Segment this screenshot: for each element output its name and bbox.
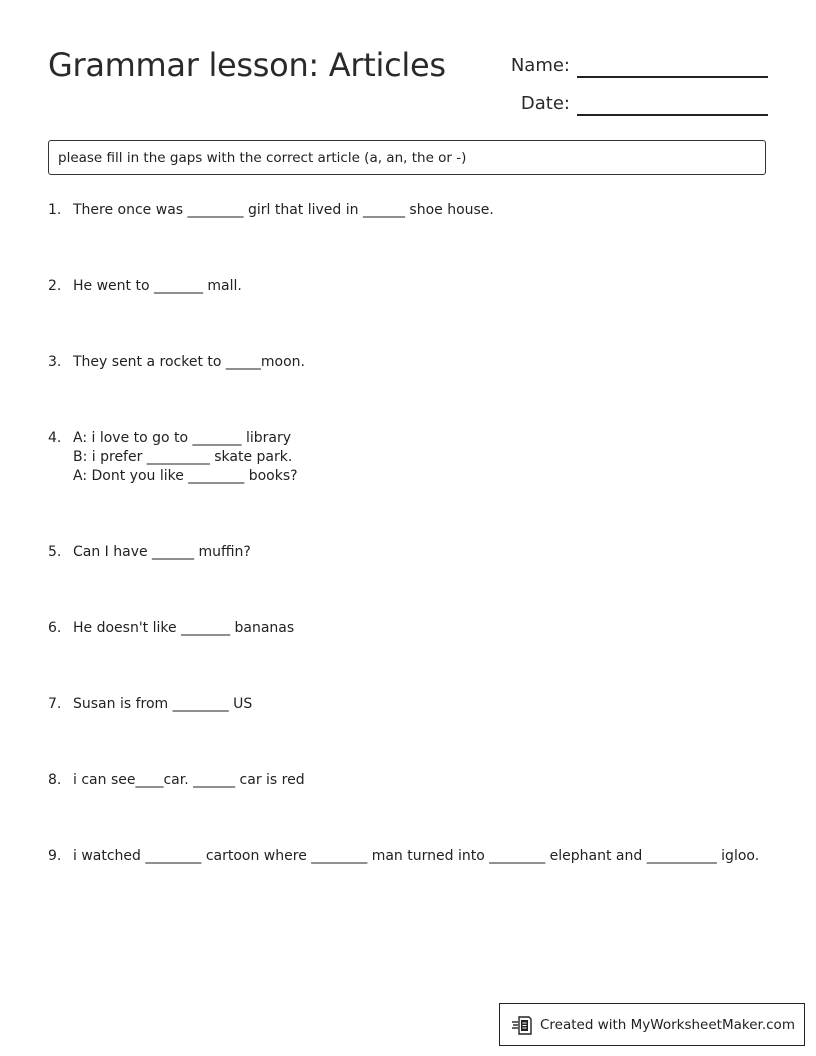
question-3: [48, 353, 305, 372]
question-number: 2.: [48, 278, 62, 294]
question-text: Susan is from ________ US: [73, 696, 253, 712]
date-label: Date:: [520, 93, 570, 114]
question-number: 9.: [48, 848, 62, 864]
question-9: [48, 847, 759, 866]
question-number: 1.: [48, 202, 62, 218]
name-field: [500, 50, 768, 78]
question-number: 5.: [48, 544, 62, 560]
instructions-box: please fill in the gaps with the correct article (a, an, the or -): [48, 140, 766, 175]
page-title: Grammar lesson: Articles: [48, 46, 446, 84]
question-1: [48, 201, 494, 220]
question-text: B: i prefer _________ skate park.: [73, 449, 293, 465]
question-text: They sent a rocket to _____moon.: [73, 354, 305, 370]
date-line[interactable]: [577, 114, 768, 116]
question-7: [48, 695, 252, 714]
question-text: He doesn't like _______ bananas: [73, 620, 295, 636]
question-text: i watched ________ cartoon where ________ man turned into ________ elephant and __________ igloo.: [73, 848, 760, 864]
question-5: [48, 543, 251, 562]
name-label: Name:: [510, 55, 570, 76]
question-number: 4.: [48, 430, 62, 446]
question-text: A: Dont you like ________ books?: [73, 468, 298, 484]
question-number: 3.: [48, 354, 62, 370]
name-line[interactable]: [577, 76, 768, 78]
date-field: [500, 88, 768, 116]
question-number: 8.: [48, 772, 62, 788]
question-number: 7.: [48, 696, 62, 712]
question-2: [48, 277, 242, 296]
question-8: [48, 771, 305, 790]
question-text: He went to _______ mall.: [73, 278, 242, 294]
worksheet-maker-logo-icon: [510, 1013, 534, 1037]
question-text: Can I have ______ muffin?: [73, 544, 251, 560]
question-text: There once was ________ girl that lived in ______ shoe house.: [73, 202, 494, 218]
question-number: 6.: [48, 620, 62, 636]
question-4: [48, 429, 298, 486]
badge-text: Created with MyWorksheetMaker.com: [540, 1016, 795, 1033]
question-6: [48, 619, 294, 638]
question-text: i can see____car. ______ car is red: [73, 772, 305, 788]
created-with-badge[interactable]: [499, 1003, 805, 1046]
question-text: A: i love to go to _______ library: [73, 430, 292, 446]
